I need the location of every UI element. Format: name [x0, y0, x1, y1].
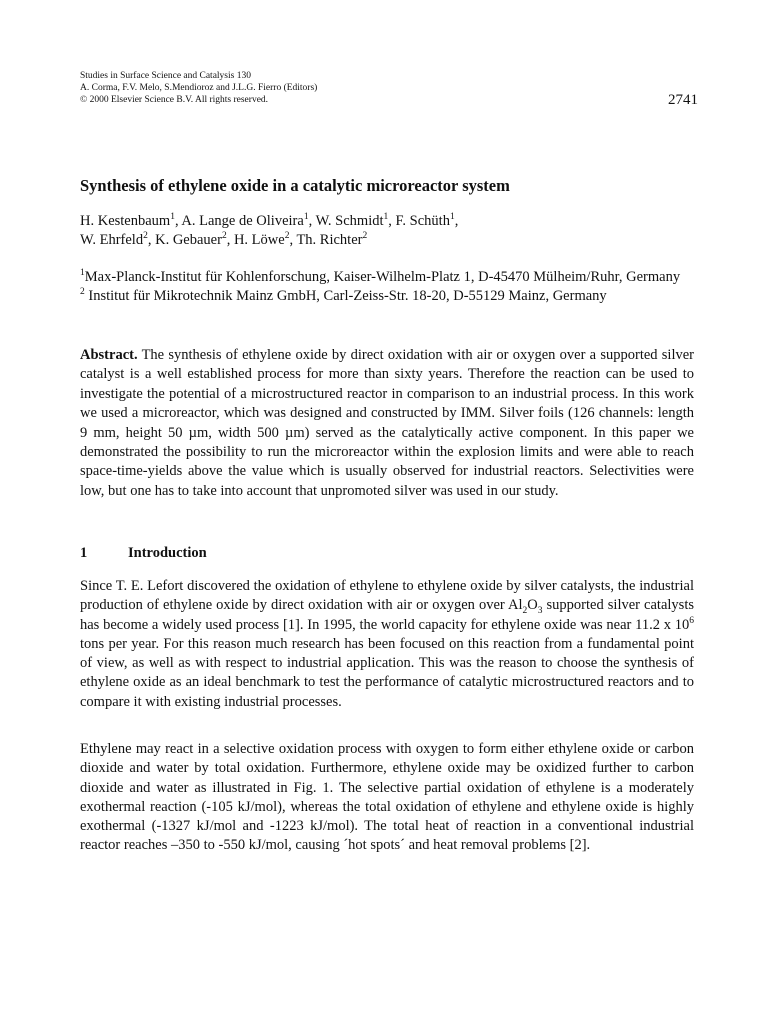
- abstract-label: Abstract.: [80, 347, 138, 363]
- author: Th. Richter$^2$: [296, 231, 368, 248]
- series-line: Studies in Surface Science and Catalysis 130: [80, 71, 251, 81]
- abstract-text: The synthesis of ethylene oxide by direct oxidation with air or oxygen over a supported silver catalyst is a well established process for more than sixty years. Therefore the reaction can be used to investigate the potential of a microstructured reactor in comparison to an industrial process. In this work we used a microreactor, which was designed and constructed by IMM. Silver foils (126 channels: length 9 mm, height 50 µm, width 500 µm) served as the catalytically active component. In this paper we demonstrated the possibility to run the microreactor within the explosion limits and were able to reach space-time-yields above the value which is usually observed for industrial reactors. Selectivities were low, but one has to take into account that unpromoted silver was used in our study.: [80, 347, 694, 499]
- author-list: H. Kestenbaum$^1$, A. Lange de Oliveira$^1$, W. Schmidt$^1$, F. Schüth$^1$, W. Ehrfeld$^2$, K. Gebauer$^2$, H. Löwe$^2$, Th. Richter$^2$: [80, 212, 459, 248]
- copyright-line: © 2000 Elsevier Science B.V. All rights reserved.: [80, 95, 269, 105]
- affiliations: [80, 268, 700, 306]
- journal-header: [80, 70, 317, 106]
- intro-paragraph-1: Since T. E. Lefort discovered the oxidation of ethylene to ethylene oxide by silver catalysts, the industrial production of ethylene oxide by direct oxidation with air or oxygen over $Al_2O_3$ supported silver catalysts has become a widely used process [1]. In 1995, the world capacity for ethylene oxide was near 11.2 x $10^6$ tons per year. For this reason much research has been focused on this reaction from a fundamental point of view, as well as with respect to industrial application. This was the reason to choose the synthesis of ethylene oxide as an ideal benchmark to test the performance of catalytic microstructured reactors and to compare it with existing industrial processes.: [80, 578, 694, 710]
- author: K. Gebauer$^2$: [155, 231, 227, 248]
- author: A. Lange de Oliveira$^1$: [181, 212, 309, 229]
- section-title: Introduction: [128, 545, 207, 561]
- abstract: [80, 346, 694, 501]
- paper-title: Synthesis of ethylene oxide in a catalytic microreactor system: [80, 176, 510, 195]
- affiliation: $^2$ Institut für Mikrotechnik Mainz GmbH, Carl-Zeiss-Str. 18-20, D-55129 Mainz, Germany: [80, 287, 607, 304]
- page-number: 2741: [668, 92, 698, 108]
- author: H. Löwe$^2$: [233, 231, 290, 248]
- intro-paragraph-2: Ethylene may react in a selective oxidation process with oxygen to form either ethylene oxide or carbon dioxide and water by total oxidation. Furthermore, ethylene oxide may be oxidized further to carbon dioxide and water as illustrated in Fig. 1. The selective partial oxidation of ethylene is a moderately exothermal reaction (-105 kJ/mol), whereas the total oxidation of ethylene and ethylene oxide is highly exothermal (-1327 kJ/mol and -1223 kJ/mol). The total heat of reaction in a conventional industrial reactor reaches –350 to -550 kJ/mol, causing ´hot spots´ and heat removal problems [2].: [80, 741, 694, 854]
- section-heading: [80, 545, 207, 562]
- author: W. Ehrfeld$^2$: [80, 231, 148, 248]
- editors-line: A. Corma, F.V. Melo, S.Mendioroz and J.L.G. Fierro (Editors): [80, 83, 318, 93]
- author: H. Kestenbaum$^1$: [80, 212, 175, 229]
- author: F. Schüth$^1$: [395, 212, 455, 229]
- section-number: 1: [80, 545, 88, 561]
- affiliation: $^1$Max-Planck-Institut für Kohlenforschung, Kaiser-Wilhelm-Platz 1, D-45470 Mülheim/Ruhr, Germany: [80, 268, 681, 285]
- author: W. Schmidt$^1$: [315, 212, 389, 229]
